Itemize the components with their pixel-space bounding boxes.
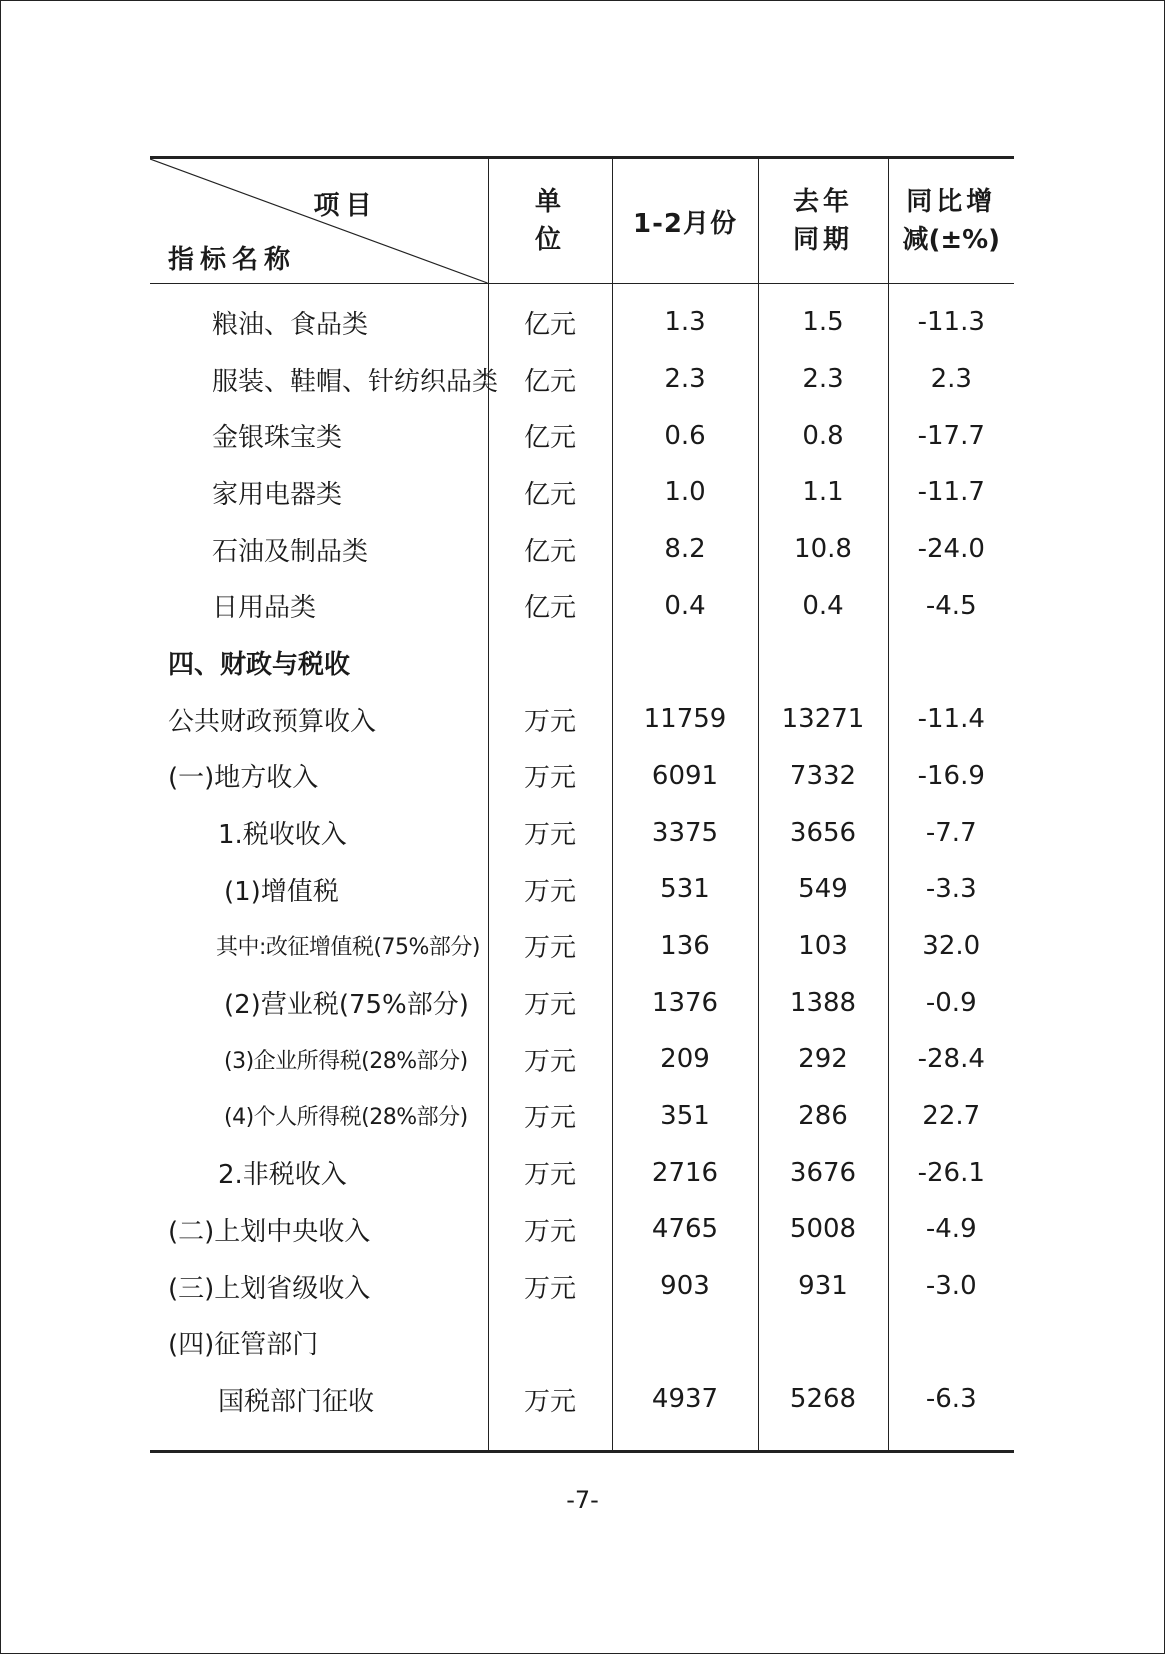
table-row: [150, 577, 1014, 634]
row-unit: 亿元: [488, 284, 612, 351]
row-unit: 万元: [488, 974, 612, 1031]
row-previous: 0.4: [758, 577, 888, 634]
table-row: [150, 284, 1014, 351]
row-unit: 万元: [488, 804, 612, 861]
row-current: 903: [612, 1258, 758, 1315]
row-current: 4765: [612, 1201, 758, 1258]
row-unit: 万元: [488, 1031, 612, 1088]
row-current: 6091: [612, 748, 758, 805]
row-yoy: -11.4: [888, 691, 1014, 748]
table-row: [150, 407, 1014, 464]
row-name: (三)上划省级收入: [168, 1273, 371, 1304]
header-diagonal-cell: [150, 158, 488, 284]
row-unit: 万元: [488, 1201, 612, 1258]
row-current: 1376: [612, 974, 758, 1031]
row-yoy: -3.0: [888, 1258, 1014, 1315]
row-current: 1.0: [612, 464, 758, 521]
row-name: (四)征管部门: [168, 1330, 319, 1361]
row-previous: 2.3: [758, 351, 888, 408]
row-name: 粮油、食品类: [212, 309, 369, 340]
row-previous: 1.5: [758, 284, 888, 351]
header-unit-line-1: 单: [534, 187, 565, 217]
row-name: (二)上划中央收入: [168, 1216, 371, 1247]
table-row: [150, 1031, 1014, 1088]
row-previous: 286: [758, 1088, 888, 1145]
row-previous: 1.1: [758, 464, 888, 521]
header-previous-line-1: 去年: [792, 187, 853, 217]
header-previous-period: [758, 158, 888, 284]
row-name: 公共财政预算收入: [168, 706, 377, 737]
row-name: (3)企业所得税(28%部分): [224, 1048, 468, 1074]
table-row: [150, 691, 1014, 748]
page-number: -7-: [566, 1486, 599, 1514]
row-yoy: -28.4: [888, 1031, 1014, 1088]
row-unit: 万元: [488, 1144, 612, 1201]
row-name: 日用品类: [212, 593, 317, 624]
table-body: [150, 284, 1014, 1452]
row-yoy: -16.9: [888, 748, 1014, 805]
table-row: [150, 1144, 1014, 1201]
header-row: [150, 158, 1014, 284]
row-yoy: -26.1: [888, 1144, 1014, 1201]
table-row: [150, 1314, 1014, 1371]
row-current: 0.4: [612, 577, 758, 634]
row-current: 4937: [612, 1371, 758, 1451]
row-name: 国税部门征收: [150, 1371, 488, 1451]
header-unit-line-2: 位: [534, 225, 565, 255]
row-previous: 13271: [758, 691, 888, 748]
header-item-label: 项目: [313, 191, 378, 221]
row-current: 136: [612, 918, 758, 975]
row-yoy: [888, 634, 1014, 691]
row-unit: 万元: [488, 748, 612, 805]
row-yoy: 22.7: [888, 1088, 1014, 1145]
row-current: 209: [612, 1031, 758, 1088]
statistics-table: [150, 156, 1014, 1453]
row-previous: [758, 634, 888, 691]
header-unit: [488, 158, 612, 284]
row-name: 金银珠宝类: [212, 423, 343, 454]
row-previous: 3676: [758, 1144, 888, 1201]
row-unit: 亿元: [488, 464, 612, 521]
table-row: [150, 1201, 1014, 1258]
table-row: [150, 1088, 1014, 1145]
row-unit: 万元: [488, 1088, 612, 1145]
row-current: [612, 1314, 758, 1371]
row-yoy: 32.0: [888, 918, 1014, 975]
table-header: [150, 158, 1014, 284]
row-yoy: -17.7: [888, 407, 1014, 464]
row-unit: [488, 1314, 612, 1371]
row-yoy: -3.3: [888, 861, 1014, 918]
row-unit: 亿元: [488, 351, 612, 408]
row-name: 服装、鞋帽、针纺织品类: [212, 366, 499, 397]
row-previous: 5008: [758, 1201, 888, 1258]
table-row: [150, 1371, 1014, 1451]
row-yoy: -24.0: [888, 521, 1014, 578]
row-unit: [488, 634, 612, 691]
table-row: [150, 974, 1014, 1031]
row-current: 0.6: [612, 407, 758, 464]
row-name: 其中:改征增值税(75%部分): [216, 935, 480, 961]
header-indicator-name-label: 指标名称: [168, 245, 297, 275]
row-current: 2.3: [612, 351, 758, 408]
row-previous: 549: [758, 861, 888, 918]
row-previous: 7332: [758, 748, 888, 805]
table-row: [150, 521, 1014, 578]
row-name: (2)营业税(75%部分): [224, 990, 469, 1021]
section-heading: 四、财政与税收: [168, 649, 351, 680]
row-current: 8.2: [612, 521, 758, 578]
row-current: 3375: [612, 804, 758, 861]
row-yoy: [888, 1314, 1014, 1371]
row-current: [612, 634, 758, 691]
row-current: 531: [612, 861, 758, 918]
row-yoy: -4.9: [888, 1201, 1014, 1258]
row-previous: 103: [758, 918, 888, 975]
row-yoy: -11.3: [888, 284, 1014, 351]
row-unit: 亿元: [488, 407, 612, 464]
table-row: [150, 351, 1014, 408]
table-row: [150, 464, 1014, 521]
row-name: 石油及制品类: [212, 536, 369, 567]
row-current: 351: [612, 1088, 758, 1145]
statistics-table-container: [150, 156, 1014, 1453]
table-row: [150, 861, 1014, 918]
row-current: 1.3: [612, 284, 758, 351]
row-unit: 万元: [488, 691, 612, 748]
header-previous-line-2: 同期: [792, 225, 853, 255]
section-heading-row: [150, 634, 1014, 691]
row-unit: 亿元: [488, 521, 612, 578]
row-yoy: -6.3: [888, 1371, 1014, 1451]
header-current-period-label: 1-2月份: [633, 208, 737, 239]
header-yoy-change: [888, 158, 1014, 284]
header-current-period: [612, 158, 758, 284]
row-unit: 万元: [488, 1371, 612, 1451]
row-yoy: -0.9: [888, 974, 1014, 1031]
row-current: 2716: [612, 1144, 758, 1201]
row-name: (1)增值税: [224, 876, 339, 907]
row-previous: 5268: [758, 1371, 888, 1451]
row-previous: 0.8: [758, 407, 888, 464]
table-row: [150, 1258, 1014, 1315]
row-yoy: 2.3: [888, 351, 1014, 408]
row-yoy: -4.5: [888, 577, 1014, 634]
row-previous: 10.8: [758, 521, 888, 578]
row-previous: 931: [758, 1258, 888, 1315]
row-name: 1.税收收入: [218, 820, 347, 851]
row-name: (一)地方收入: [168, 763, 319, 794]
row-unit: 万元: [488, 1258, 612, 1315]
row-current: 11759: [612, 691, 758, 748]
row-name: 2.非税收入: [218, 1160, 347, 1191]
row-previous: [758, 1314, 888, 1371]
row-previous: 1388: [758, 974, 888, 1031]
row-name: 家用电器类: [212, 479, 343, 510]
table-row: [150, 748, 1014, 805]
row-previous: 292: [758, 1031, 888, 1088]
row-unit: 亿元: [488, 577, 612, 634]
table-row: [150, 918, 1014, 975]
header-yoy-line-2: 减(±%): [902, 225, 1001, 255]
table-row: [150, 804, 1014, 861]
row-unit: 万元: [488, 861, 612, 918]
row-name: (4)个人所得税(28%部分): [224, 1105, 468, 1131]
row-unit: 万元: [488, 918, 612, 975]
header-yoy-line-1: 同比增: [906, 187, 997, 217]
row-previous: 3656: [758, 804, 888, 861]
row-yoy: -11.7: [888, 464, 1014, 521]
row-yoy: -7.7: [888, 804, 1014, 861]
